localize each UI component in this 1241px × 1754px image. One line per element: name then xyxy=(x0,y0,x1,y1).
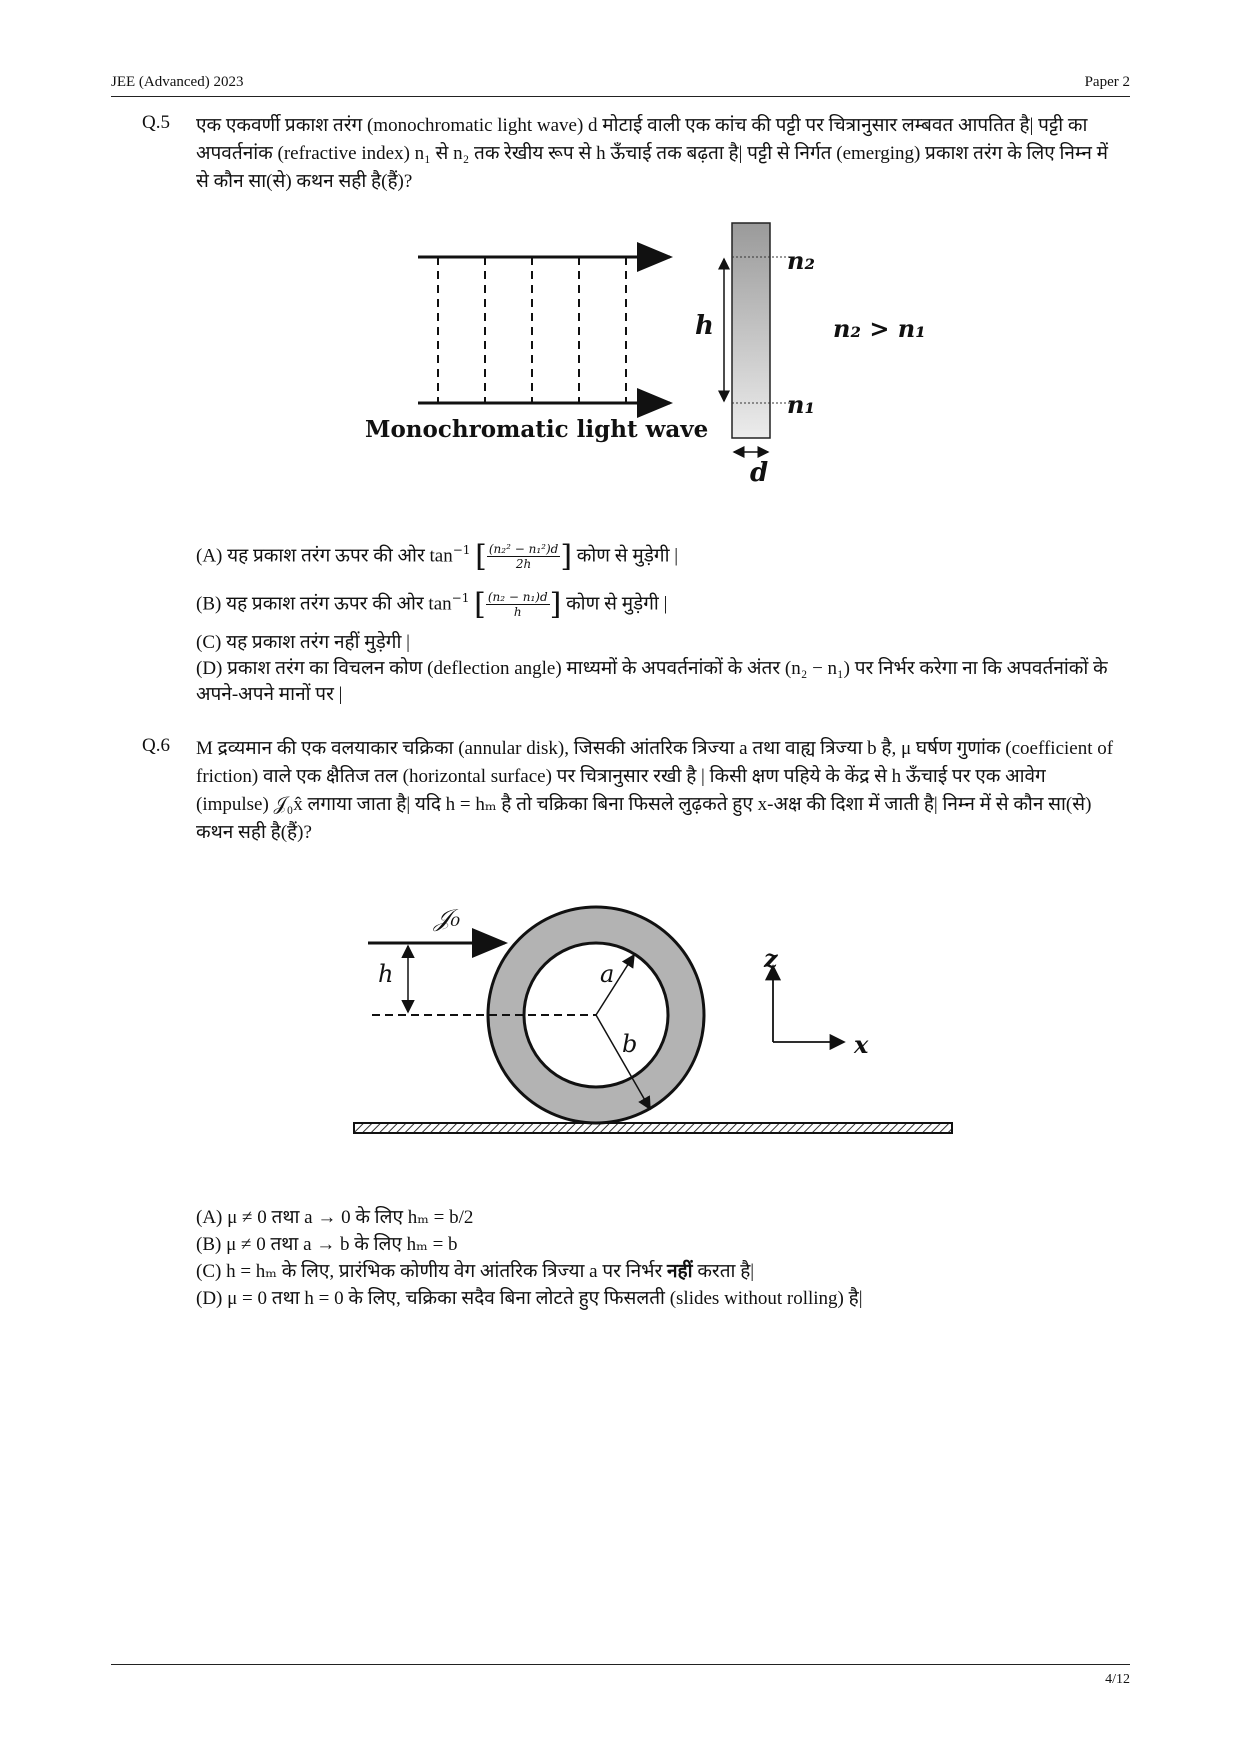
q6-option-d: (D) μ = 0 तथा h = 0 के लिए, चक्रिका सदैव बिना लोटते हुए फिसलती (slides without rolling) है| xyxy=(196,1288,863,1309)
q6-label-h: h xyxy=(378,960,394,988)
q5-option-c: (C) यह प्रकाश तरंग नहीं मुड़ेगी | xyxy=(196,632,410,653)
q5-label-d: d xyxy=(750,458,769,488)
footer-divider xyxy=(111,1664,1130,1665)
q6-option-c: (C) h = hₘ के लिए, प्रारंभिक कोणीय वेग आंतरिक त्रिज्या a पर निर्भर नहीं करता है| xyxy=(196,1261,755,1282)
q5-label-relation: n₂ > n₁ xyxy=(833,314,926,343)
q6-option-b: (B) μ ≠ 0 तथा a → b के लिए hₘ = b xyxy=(196,1234,458,1255)
exam-title: JEE (Advanced) 2023 xyxy=(111,74,244,90)
q5-figure-caption: Monochromatic light wave xyxy=(365,416,709,443)
q6-label-x: x xyxy=(854,1030,869,1059)
q5-option-d: (D) प्रकाश तरंग का विचलन कोण (deflection angle) माध्यमों के अपवर्तनांकों के अंतर (n₂ − n₁) पर निर्भर करेगा ना कि अपवर्तनांकों के अपने-अपने मानों पर | xyxy=(196,658,1108,705)
q6-label-z: z xyxy=(764,944,778,973)
q6-label-impulse: 𝒥₀ xyxy=(434,904,461,932)
q6-number: Q.6 xyxy=(142,735,170,756)
q6-option-a: (A) μ ≠ 0 तथा a → 0 के लिए hₘ = b/2 xyxy=(196,1207,474,1228)
q5-option-a: (A) यह प्रकाश तरंग ऊपर की ओर $\tan^{-1}$ [ $\frac{\text{(n₂² − n₁²)d}}{2h}$ ] कोण से मुड़ेगी | xyxy=(196,538,679,574)
q5-figure xyxy=(340,210,960,500)
q6-label-b: b xyxy=(622,1030,638,1058)
q5-text: एक एकवर्णी प्रकाश तरंग (monochromatic light wave) d मोटाई वाली एक कांच की पट्टी पर चित्रानुसार लम्बवत आपतित है| पट्टी का अपवर्तनांक (refractive index) n₁ से n₂ तक रेखीय रूप से h ऊँचाई तक बढ़ता है| पट्टी से निर्गत (emerging) प्रकाश तरंग के लिए निम्न में से कौन सा(से) कथन सही है(हैं)? xyxy=(196,115,1109,192)
header-divider xyxy=(111,96,1130,97)
q5-label-h: h xyxy=(695,311,714,341)
q6-label-a: a xyxy=(600,960,615,988)
q5-label-n1: n₁ xyxy=(787,390,815,419)
q5-number: Q.5 xyxy=(142,112,170,133)
glass-slab xyxy=(732,223,770,438)
page-number: 4/12 xyxy=(1105,1672,1130,1687)
paper-label: Paper 2 xyxy=(1084,74,1130,90)
q5-label-n2: n₂ xyxy=(787,246,815,275)
ground-surface xyxy=(354,1123,952,1133)
q5-option-b: (B) यह प्रकाश तरंग ऊपर की ओर $\tan^{-1}$ [ $\frac{\text{(n₂ − n₁)d}}{h}$ ] कोण से मुड़ेगी | xyxy=(196,586,668,622)
q6-text: M द्रव्यमान की एक वलयाकार चक्रिका (annular disk), जिसकी आंतरिक त्रिज्या a तथा वाह्य त्रिज्या b है, μ घर्षण गुणांक (coefficient of friction) वाले एक क्षैतिज तल (horizontal surface) पर चित्रानुसार रखी है | किसी क्षण पहिये के केंद्र से h ऊँचाई पर एक आवेग (impulse) 𝒥₀x̂ लगाया जाता है| यदि h = hₘ है तो चक्रिका बिना फिसले लुढ़कते हुए x-अक्ष की दिशा में जाती है| निम्न में से कौन सा(से) कथन सही है(हैं)? xyxy=(196,738,1114,843)
